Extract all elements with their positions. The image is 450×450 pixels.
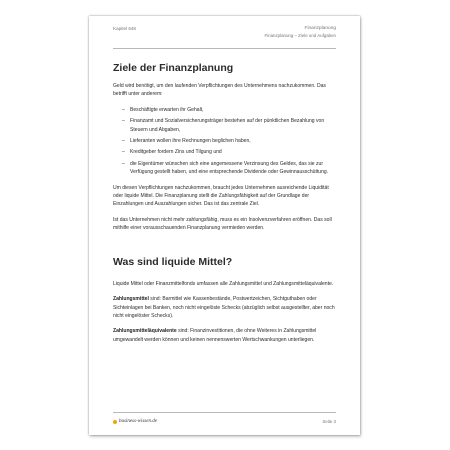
dash-marker: – (122, 160, 125, 167)
header-title: Finanzplanung (304, 26, 336, 31)
business-wissen-logo (113, 418, 157, 425)
dash-marker: – (122, 138, 125, 145)
page-number: Seite 3 (322, 419, 336, 424)
list-item: – Finanzamt und Sozialversicherungsträger bestehen auf der pünktlichen Bezahlung von Steuern und Abgaben, (122, 118, 325, 133)
list-item: – die Eigentümer wünschen sich eine angemessene Verzinsung des Geldes, das sie zur Verfügung gestellt haben, und eine entsprechende Dividende oder Gewinnausschüttung. (122, 160, 329, 176)
logo-text: business-wissen.de (119, 419, 157, 424)
page-content (113, 62, 336, 351)
obligations-list (113, 106, 336, 177)
document-page (89, 16, 360, 435)
dash-marker: – (122, 106, 125, 113)
dash-marker: – (122, 149, 125, 156)
chapter-label: Kapitel 648 (113, 26, 136, 31)
term-equivalents: Zahlungsmitteläquivalente (113, 328, 177, 335)
list-item: – Kreditgeber fordern Zins und Tilgung und (122, 149, 222, 156)
dash-marker: – (122, 118, 125, 125)
logo-dot-icon (113, 420, 117, 424)
list-item: – Beschäftigte erwarten ihr Gehalt, (122, 106, 204, 113)
paragraph-cash-definition: Zahlungsmittel sind: Barmittel wie Kassenbestände, Postwertzeichen, Sichtguthaben oder Sichteinlagen bei Banken, noch nicht eingelöste Schecks (abzüglich selbst ausgestellter, aber noch nicht eingelöster Schecks). (113, 296, 335, 319)
term-cash: Zahlungsmittel (113, 296, 149, 303)
list-item: – Lieferanten wollen ihre Rechnungen beglichen haben, (122, 138, 251, 145)
paragraph-liquidity: Um diesen Verpflichtungen nachzukommen, braucht jedes Unternehmen ausreichende Liquidität oder liquide Mittel. Die Finanzplanung stellt die Zahlungsfähigkeit auf der Grundlage der Einzahlungen und Auszahlungen sicher. Das ist das zentrale Ziel. (113, 184, 329, 208)
paragraph-insolvency: Ist das Unternehmen nicht mehr zahlungsfähig, muss es ein Insolvenzverfahren eröffnen. Das soll mithilfe einer vorausschauenden Finanzplanung vermieden werden. (113, 216, 332, 232)
paragraph-equivalents-definition: Zahlungsmitteläquivalente sind: Finanzinvestitionen, die ohne Weiteres in Zahlungsmittel umgewandelt werden können und keinen nennenswerten Wertschwankungen unterliegen. (113, 328, 317, 343)
section-heading-liquid-funds: Was sind liquide Mittel? (113, 255, 233, 268)
page-header (113, 26, 336, 49)
paragraph-liquid-intro: Liquide Mittel oder Finanzmittelfonds umfassen alle Zahlungsmittel und Zahlungsmitteläquivalente. (113, 280, 334, 287)
header-subtitle: Finanzplanung – Ziele und Aufgaben (264, 33, 336, 38)
section-heading-goals: Ziele der Finanzplanung (113, 62, 234, 74)
page-footer (113, 412, 336, 427)
paragraph-intro: Geld wird benötigt, um den laufenden Verpflichtungen des Unternehmens nachzukommen. Das betrifft unter anderem: (113, 83, 326, 98)
